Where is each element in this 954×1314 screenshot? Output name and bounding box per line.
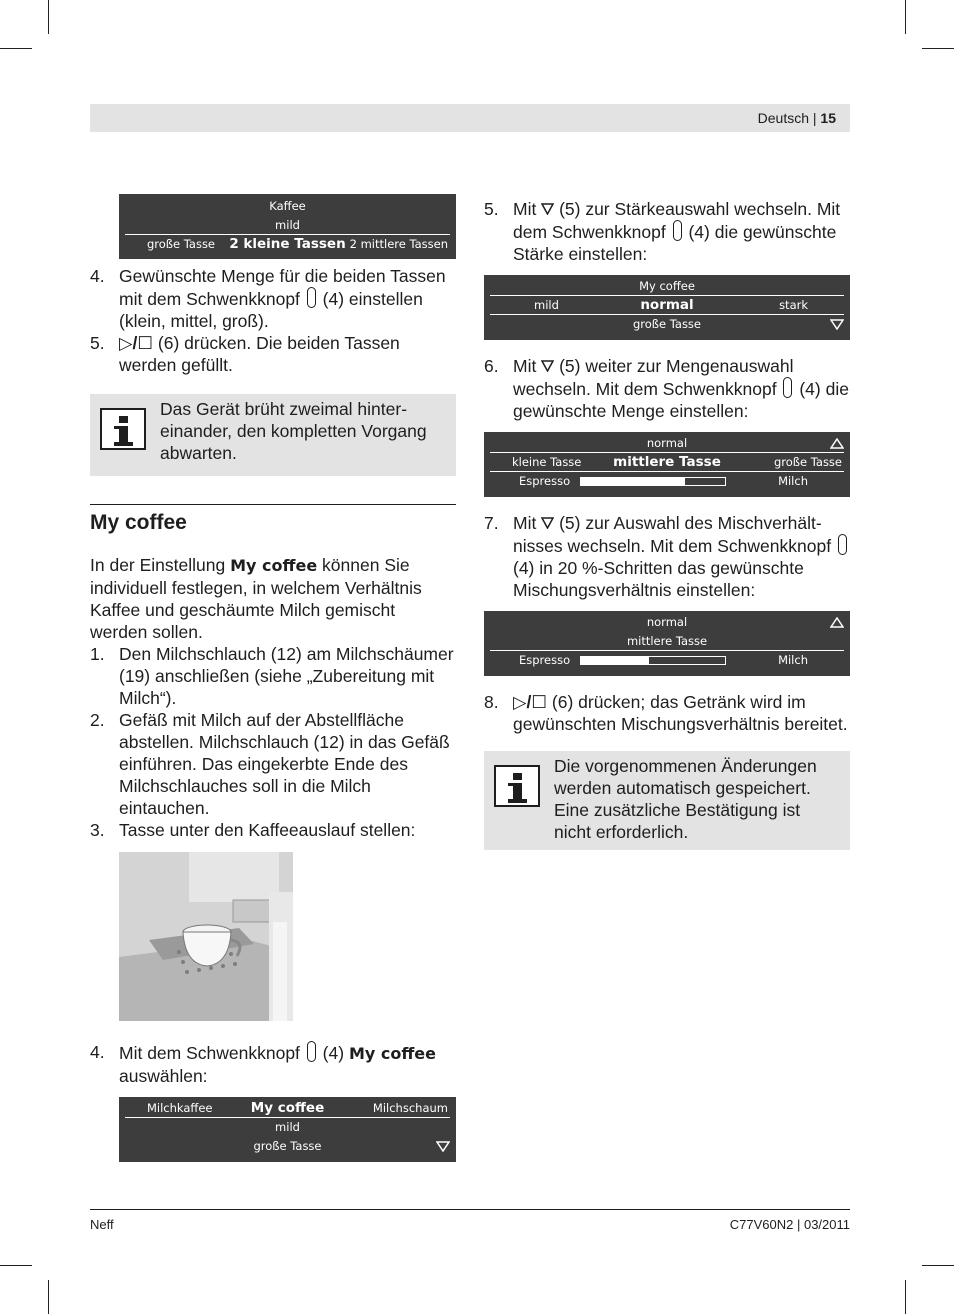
display-size: große Tasse — [632, 317, 701, 331]
display-option-left: mild — [534, 298, 559, 312]
list-item: 8. ▷/☐ (6) drücken; das Getränk wird im gewünschten Mischungsverhältnis bereitet. — [484, 692, 848, 734]
up-triangle-icon — [830, 617, 844, 628]
play-stop-icon: ▷/☐ — [513, 692, 548, 712]
crop-mark — [48, 1280, 49, 1314]
display-option-left: kleine Tasse — [512, 455, 582, 469]
down-triangle-icon — [541, 360, 554, 372]
crop-mark — [922, 48, 954, 49]
list-item: 7. Mit (5) zur Auswahl des Mischverhältnisses wechseln. Mit dem Schwenkknopf (4) in 20 %-Schritten das gewünschte Mischungsverhältnis einstellen: — [484, 512, 850, 601]
footer-divider — [90, 1209, 850, 1210]
rotary-knob-icon — [673, 220, 682, 241]
step-7 — [484, 512, 850, 601]
down-triangle-icon — [541, 203, 554, 215]
crop-mark — [48, 0, 49, 34]
mix-label-left: Espresso — [519, 474, 571, 488]
display-my-coffee-select — [119, 1097, 456, 1162]
rotary-knob-icon — [783, 377, 792, 398]
step-list-c — [90, 1041, 456, 1087]
list-item: 1. Den Milchschlauch (12) am Milchschäumer (19) anschließen (siehe „Zubereitung mit Milch“). — [90, 644, 454, 708]
list-item: 3. Tasse unter den Kaffeeauslauf stellen: — [90, 820, 416, 840]
mix-ratio-fill — [581, 657, 649, 664]
display-strength: mild — [275, 218, 300, 232]
step-list-a — [90, 265, 456, 376]
up-triangle-icon — [830, 438, 844, 449]
crop-mark — [0, 1265, 32, 1266]
display-title: Kaffee — [269, 199, 306, 213]
left-column — [90, 194, 456, 1162]
display-strength: normal — [646, 615, 688, 629]
display-option-selected: 2 kleine Tassen — [229, 236, 346, 252]
display-option-right: Milchschaum — [372, 1101, 448, 1115]
mix-ratio-bar — [580, 656, 726, 665]
down-triangle-icon — [541, 517, 554, 529]
step-6 — [484, 355, 850, 422]
right-column — [484, 198, 850, 850]
page-number: 15 — [820, 110, 836, 126]
mix-ratio-fill — [581, 478, 685, 485]
footer-model: C77V60N2 | 03/2011 — [729, 1217, 850, 1232]
crop-mark — [905, 0, 906, 34]
list-item: 4. Gewünschte Menge für die beiden Tassen mit dem Schwenkknopf (4) einstellen (klein, mittel, groß). — [90, 266, 446, 331]
crop-mark — [0, 48, 32, 49]
display-option-selected: My coffee — [250, 1100, 325, 1116]
display-option-selected: mittlere Tasse — [613, 454, 721, 470]
list-item: 2. Gefäß mit Milch auf der Abstellfläche abstellen. Milchschlauch (12) in das Gefäß einführen. Das eingekerbte Ende des Milchschlauches soll in die Milch eintauchen. — [90, 710, 450, 818]
footer-brand: Neff — [90, 1217, 114, 1232]
play-stop-icon: ▷/☐ — [119, 333, 154, 353]
crop-mark — [922, 1265, 954, 1266]
step-5 — [484, 198, 850, 265]
list-item: 6. Mit (5) weiter zur Mengenauswahl wechseln. Mit dem Schwenkknopf (4) die gewünschte Menge einstellen: — [484, 356, 849, 421]
list-item: 5. ▷/☐ (6) drücken. Die beiden Tassen werden gefüllt. — [90, 333, 400, 375]
rotary-knob-icon — [307, 1041, 316, 1062]
coffee-machine-photo — [119, 852, 293, 1021]
display-size-select — [484, 432, 850, 497]
section-title: My coffee — [90, 511, 187, 534]
list-item: 5. Mit (5) zur Stärkeauswahl wechseln. Mit dem Schwenkknopf (4) die gewünschte Stärke einstellen: — [484, 199, 841, 264]
info-icon — [494, 765, 540, 807]
crop-mark — [905, 1280, 906, 1314]
section-divider — [90, 504, 456, 505]
rotary-knob-icon — [307, 287, 316, 308]
step-8 — [484, 691, 850, 735]
intro-paragraph: In der Einstellung My coffee können Sie individuell festlegen, in welchem Verhältnis Kaffee und geschäumte Milch gemischt werden sollen. — [90, 555, 422, 642]
info-box — [90, 394, 456, 476]
display-strength: normal — [646, 436, 688, 450]
display-option-left: Milchkaffee — [147, 1101, 213, 1115]
info-text: Das Gerät brüht zweimal hintereinander, den kompletten Vorgang abwarten. — [160, 399, 427, 463]
info-icon — [100, 408, 146, 450]
display-strength: mild — [275, 1120, 300, 1134]
list-item: 4. Mit dem Schwenkknopf (4) My coffee auswählen: — [90, 1042, 436, 1086]
display-option-right: 2 mittlere Tassen — [349, 237, 448, 251]
display-size: große Tasse — [253, 1139, 322, 1153]
down-triangle-icon — [830, 319, 844, 330]
step-list-b — [90, 643, 456, 841]
display-option-right: stark — [779, 298, 808, 312]
display-size: mittlere Tasse — [626, 634, 708, 648]
info-text: Die vorgenommenen Änderungen werden automatisch gespeichert. Eine zusätzliche Bestätigung ist nicht erforderlich. — [554, 756, 817, 842]
header-language: Deutsch | 15 — [757, 110, 836, 126]
display-mix-select — [484, 611, 850, 676]
down-triangle-icon — [436, 1141, 450, 1152]
display-strength-select — [484, 275, 850, 340]
display-option-right: große Tasse — [773, 455, 842, 469]
rotary-knob-icon — [838, 534, 847, 555]
mix-label-right: Milch — [778, 653, 808, 667]
display-option-selected: normal — [640, 297, 694, 313]
display-option-left: große Tasse — [147, 237, 216, 251]
mix-label-left: Espresso — [519, 653, 571, 667]
page-header — [90, 104, 850, 132]
cup-under-spout-image — [119, 852, 293, 1021]
mix-label-right: Milch — [778, 474, 808, 488]
display-title: My coffee — [639, 279, 695, 293]
info-box — [484, 751, 850, 850]
mix-ratio-bar — [580, 477, 726, 486]
display-kaffee — [119, 194, 456, 259]
